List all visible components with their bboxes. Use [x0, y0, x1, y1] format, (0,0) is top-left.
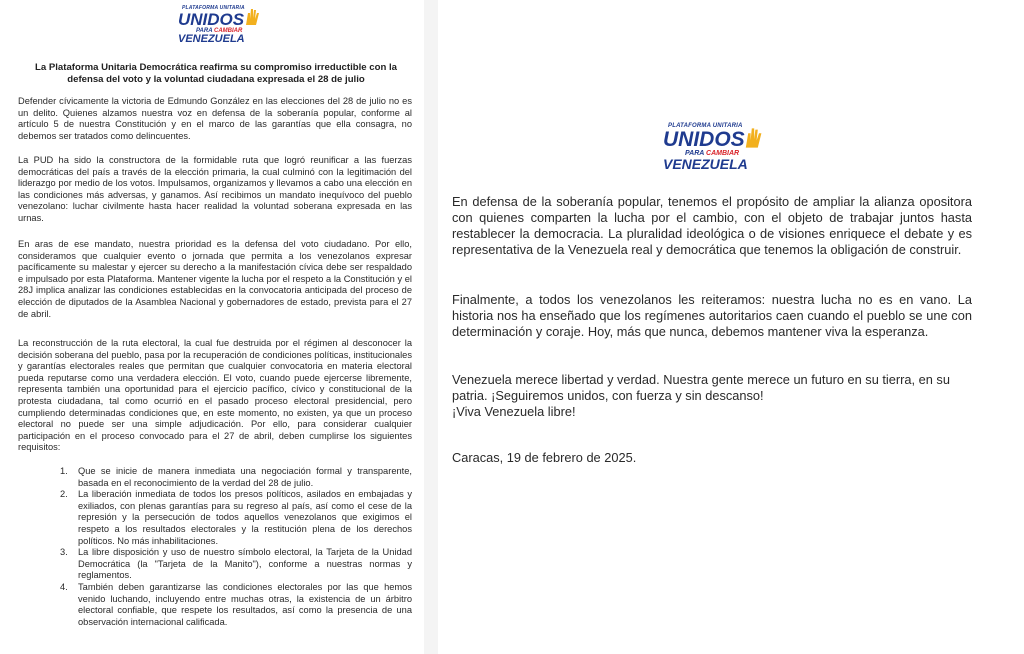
list-item: 4. También deben garantizarse las condiciones electorales por las que hemos venido luchando, incluyendo entre muchas otras, la existencia de un árbitro electoral confiable, que respete los resultados, así como la presencia de una observación internacional calificada. — [60, 581, 412, 627]
logo-venezuela-text: VENEZUELA — [663, 156, 748, 172]
logo-top-text: PLATAFORMA UNITARIA — [182, 5, 245, 11]
right-paragraph-1: En defensa de la soberanía popular, tenemos el propósito de ampliar la alianza opositora con quienes comparten la lucha por el cambio, con el objeto de trabajar juntos hasta restablecer la democracia. La pluralidad ideológica o de visiones enriquece el debate y es representativa de la Venezuela real y democrática que tenemos la obligación de construir. — [452, 194, 972, 257]
left-paragraph-2: La PUD ha sido la constructora de la formidable ruta que logró reunificar a las fuerzas democráticas del país a través de la elección primaria, la cual culminó con la legitimación del liderazgo por medio de los votos. Impulsamos, organizamos y llevamos a cabo una elección en las condiciones más adversas, y ganamos. Así recibimos un mandato inequívoco del pueblo venezolano: luchar civilmente hasta hacer realidad la voluntad soberana expresada en las urnas. — [18, 155, 412, 223]
logo-cambiar-text: CAMBIAR — [706, 150, 740, 157]
unidos-logo — [178, 5, 268, 45]
logo-unidos-text: UNIDOS — [178, 10, 245, 29]
right-paragraph-2: Finalmente, a todos los venezolanos les reiteramos: nuestra lucha no es en vano. La historia nos ha enseñado que los regímenes autoritarios caen cuando el pueblo se une con determinación y coraje. Hoy, más que nunca, debemos mantener viva la esperanza. — [452, 292, 972, 339]
unidos-logo — [663, 123, 773, 171]
right-closing-exclamation: ¡Viva Venezuela libre! — [452, 404, 576, 419]
logo-top-text: PLATAFORMA UNITARIA — [668, 123, 743, 129]
hand-logo-icon — [741, 126, 765, 150]
logo-unidos-text: UNIDOS — [663, 128, 745, 151]
list-item: 1. Que se inicie de manera inmediata una negociación formal y transparente, basada en el reconocimiento de la verdad del 28 de julio. — [60, 466, 412, 488]
requirements-list — [60, 466, 412, 628]
list-item: 3. La libre disposición y uso de nuestro símbolo electoral, la Tarjeta de la Unidad Democrática (la "Tarjeta de la Manito"), conforme a nuestras normas y reglamentos. — [60, 547, 412, 581]
hand-logo-icon — [242, 7, 262, 27]
logo-para-text: PARA — [685, 150, 705, 157]
logo-para-text: PARA — [196, 28, 213, 34]
left-paragraph-3: En aras de ese mandato, nuestra prioridad es la defensa del voto ciudadano. Por ello, consideramos que cualquier evento o jornada que permita a los venezolanos expresar pacíficamente su malestar y ejercer su derecho a la manifestación cívica debe ser respaldado e impulsado por esta Plataforma. Mantener vigente la lucha por el respeto a la Constitución y el 28J implica analizar las condiciones establecidas en la convocatoria anticipada del proceso de elección de diputados de la Asamblea Nacional y gobernadores de estado, prevista para el 27 de abril. — [18, 239, 412, 319]
document-title: La Plataforma Unitaria Democrática reafirma su compromiso irreductible con la defensa del voto y la voluntad ciudadana expresada el 28 de julio — [34, 62, 397, 85]
left-paragraph-1: Defender cívicamente la victoria de Edmundo González en las elecciones del 28 de julio no es un delito. Quienes alzamos nuestra voz en defensa de la soberanía popular, conforme al artículo 5 de nuestra Constitución y en el marco de las garantías que ella consagra, no debemos ser tratados como delincuentes. — [18, 96, 412, 141]
logo-cambiar-text: CAMBIAR — [214, 28, 243, 34]
left-document-page — [0, 0, 424, 654]
logo-venezuela-text: VENEZUELA — [178, 33, 245, 45]
page-gutter — [424, 0, 438, 654]
right-signoff: Caracas, 19 de febrero de 2025. — [452, 450, 637, 465]
left-paragraph-4: La reconstrucción de la ruta electoral, la cual fue destruida por el régimen al desconocer la decisión soberana del pueblo, pasa por la recuperación de condiciones políticas, institucionales y garantías electorales reales que permitan que cualquier convocatoria en materia electoral pueda reputarse como una verdadera elección. El voto, cuando puede ejercerse libremente, representa también una oportunidad para el ejercicio pacífico, cívico y constitucional de la protesta ciudadana, tal como ocurrió en el pasado proceso electoral presidencial, pero cumpliendo determinadas condiciones que, en este momento, no existen, ya que un proceso electoral no puede ser una simple adjudicación. Por ello, para considerar cualquier participación en el proceso convocado para el 27 de abril, deben cumplirse los siguientes requisitos: — [18, 338, 412, 453]
right-paragraph-3: Venezuela merece libertad y verdad. Nuestra gente merece un futuro en su tierra, en su patria. ¡Seguiremos unidos, con fuerza y sin descanso! — [452, 372, 950, 403]
list-item: 2. La liberación inmediata de todos los presos políticos, asilados en embajadas y exiliados, con plenas garantías para su regreso al país, así como el cese de la represión y la persecución de todos aquellos venezolanos que exigimos el respeto a los resultados electorales y la restitución plena de los derechos políticos. No más inhabilitaciones. — [60, 489, 412, 546]
